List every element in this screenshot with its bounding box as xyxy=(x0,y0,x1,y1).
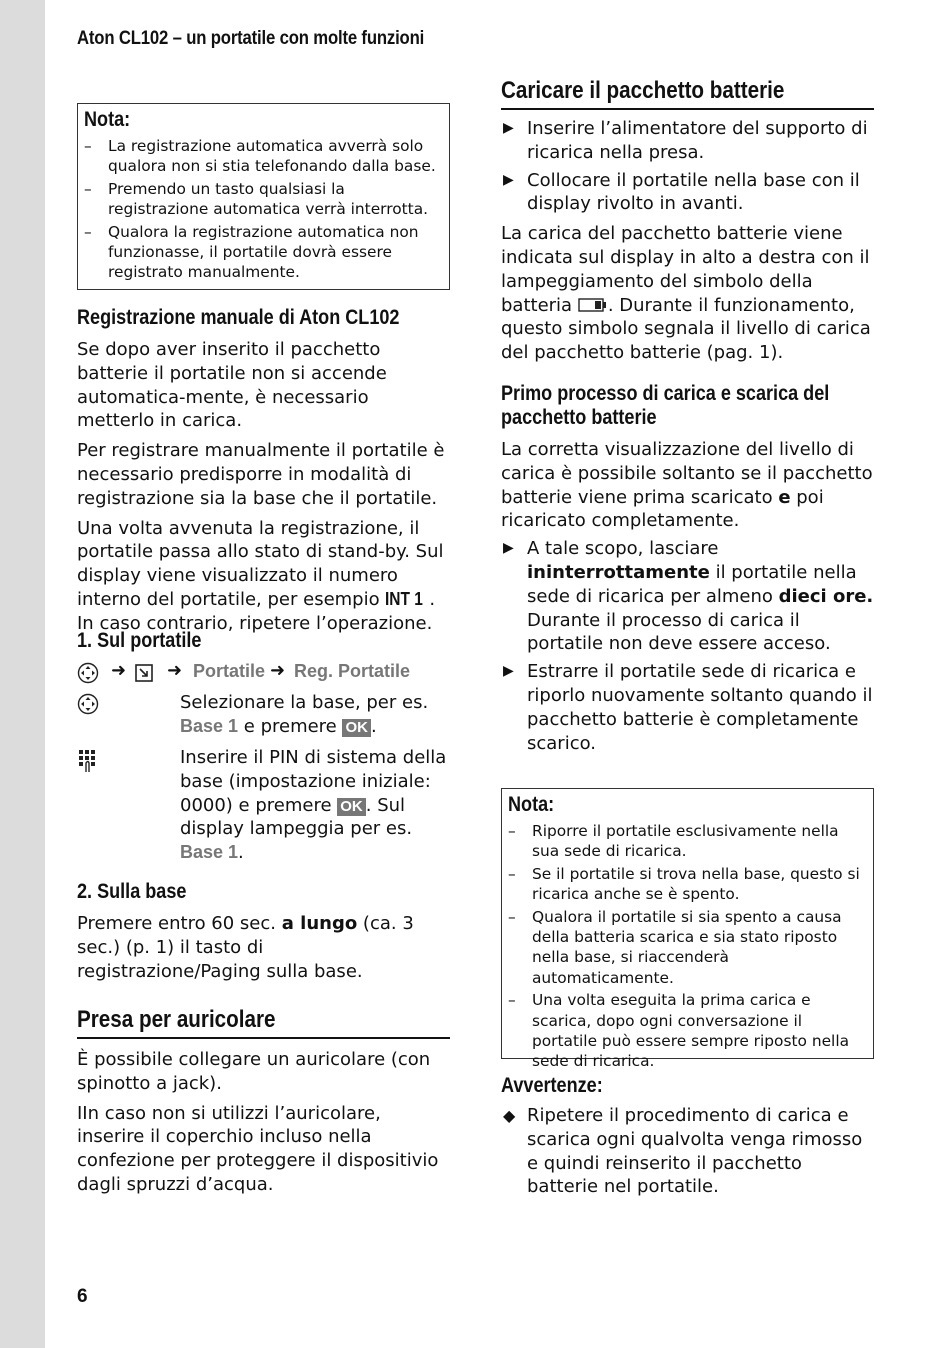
first-charge-body xyxy=(501,438,874,759)
bullet-item: ▶ Collocare il portatile nella base con il display rivolto in avanti. xyxy=(503,169,860,215)
base-menu-label: Base 1 xyxy=(180,842,239,863)
menu-key-icon xyxy=(135,664,153,682)
diamond-bullet-icon: ◆ xyxy=(503,1106,516,1125)
paragraph: Una volta avvenuta la registrazione, il portatile passa allo stato di stand-by. Sul display viene visualizzato il numero interno del portatile, per esempio INT 1 . In caso contrario, ripetere l’operazione. xyxy=(77,517,444,634)
page-margin-bar xyxy=(0,0,45,1348)
warning-item: ◆ Ripetere il procedimento di carica e scarica ogni qualvolta venga rimosso e quindi reinserito il pacchetto batterie nel portatile. xyxy=(503,1105,863,1198)
note-item: – Qualora il portatile si sia spento a causa della batteria scarica e sia stato riposto nella base, si riaccenderà automaticamente. xyxy=(508,907,867,989)
note-box-charging xyxy=(501,788,874,1071)
paragraph: È possibile collegare un auricolare (con spinotto a jack). xyxy=(77,1049,431,1094)
step2-paragraph: Premere entro 60 sec. a lungo (ca. 3 sec.) (p. 1) il tasto di registrazione/Paging sulla base. xyxy=(77,913,414,982)
ok-key: OK xyxy=(337,798,366,816)
triangle-bullet-icon: ▶ xyxy=(503,663,514,680)
keypad-icon xyxy=(77,748,105,774)
note-title: Nota: xyxy=(84,108,131,131)
manual-registration-heading: Registrazione manuale di Aton CL102 xyxy=(77,306,400,329)
manual-paragraphs xyxy=(77,338,450,636)
triangle-bullet-icon: ▶ xyxy=(503,540,514,557)
step1-heading: 1. Sul portatile xyxy=(77,629,202,652)
note-item: – Se il portatile si trova nella base, questo si ricarica anche se è spento. xyxy=(508,864,867,905)
step-text: Selezionare la base, per es. Base 1 e premere OK . xyxy=(180,692,429,737)
menu-arrow: ➜ xyxy=(270,660,286,681)
note-list xyxy=(84,136,443,283)
note-item: – Premendo un tasto qualsiasi la registrazione automatica verrà interrotta. xyxy=(84,179,443,220)
bullet-item: ▶ Inserire l’alimentatore del supporto di ricarica nella presa. xyxy=(503,118,868,163)
heading-rule xyxy=(501,108,874,110)
step2-heading: 2. Sulla base xyxy=(77,880,187,903)
ok-key: OK xyxy=(342,719,371,737)
note-item: – Qualora la registrazione automatica non funzionasse, il portatile dovrà essere registrato manualmente. xyxy=(84,222,443,283)
paragraph: IIn caso non si utilizzi l’auricolare, inserire il coperchio incluso nella confezione per proteggere il dispositivio dagli spruzzi d’acqua. xyxy=(77,1102,439,1195)
menu-arrow: ➜ xyxy=(111,660,127,681)
page-number: 6 xyxy=(77,1286,88,1307)
headset-heading: Presa per auricolare xyxy=(77,1006,276,1033)
triangle-bullet-icon: ▶ xyxy=(503,120,514,136)
note-item: – Una volta eseguita la prima carica e scarica, dopo ogni conversazione il portatile può essere sempre riposto nella sede di ricarica. xyxy=(508,990,867,1072)
menu-item-portatile: Portatile xyxy=(193,661,266,681)
menu-path xyxy=(77,660,450,684)
step-text: Inserire il PIN di sistema della base (impostazione iniziale: 0000) e premere OK . Sul display lampeggia per es. Base 1. xyxy=(180,747,447,864)
step-enter-pin xyxy=(77,746,450,865)
heading-rule xyxy=(77,1037,450,1039)
paragraph: Per registrare manualmente il portatile è necessario predisporre in modalità di registrazione sia la base che il portatile. xyxy=(77,440,445,509)
step-select-base xyxy=(77,691,450,739)
triangle-bullet-icon: ▶ xyxy=(503,171,514,188)
paragraph: Se dopo aver inserito il pacchetto batterie il portatile non si accende automatica-mente, è necessario metterlo in carica. xyxy=(77,339,387,432)
paragraph: La carica del pacchetto batterie viene indicata sul display in alto a destra con il lampeggiamento del simbolo della batteria . Durante il funzionamento, questo simbolo segnala il livello di carica del pacchetto batterie (pag. 1). xyxy=(501,223,871,364)
headset-paragraphs xyxy=(77,1048,450,1197)
paragraph: La corretta visualizzazione del livello di carica è possibile soltanto se il pacchetto batterie viene prima scaricato e poi ricaricato completamente. xyxy=(501,439,873,532)
menu-arrow: ➜ xyxy=(167,660,183,681)
menu-item-reg-portatile: Reg. Portatile xyxy=(294,661,411,681)
navigation-key-icon xyxy=(77,693,99,715)
warnings-heading: Avvertenze: xyxy=(501,1074,603,1097)
bullet-item: ▶ Estrarre il portatile sede di ricarica e riporlo nuovamente soltanto quando il pacchetto batterie è completamente scarico. xyxy=(503,661,873,754)
battery-icon xyxy=(578,298,608,312)
charge-bullets xyxy=(501,117,874,365)
first-charge-heading: Primo processo di carica e scarica del pacchetto batterie xyxy=(501,382,830,429)
note-list xyxy=(508,821,867,1072)
charge-heading: Caricare il pacchetto batterie xyxy=(501,77,785,104)
internal-number: INT 1 xyxy=(385,588,424,609)
bullet-item: ▶ A tale scopo, lasciare ininterrottamente il portatile nella sede di ricarica per almeno dieci ore. Durante il processo di carica il portatile non deve essere acceso. xyxy=(503,538,874,655)
running-header: Aton CL102 – un portatile con molte funzioni xyxy=(77,28,425,49)
note-title: Nota: xyxy=(508,793,555,816)
note-item: – Riporre il portatile esclusivamente nella sua sede di ricarica. xyxy=(508,821,867,862)
navigation-key-icon xyxy=(77,662,99,684)
note-item: – La registrazione automatica avverrà solo qualora non si stia telefonando dalla base. xyxy=(84,136,443,177)
note-box-registration xyxy=(77,103,450,290)
warnings-body xyxy=(501,1104,874,1203)
base-menu-label: Base 1 xyxy=(180,715,239,736)
